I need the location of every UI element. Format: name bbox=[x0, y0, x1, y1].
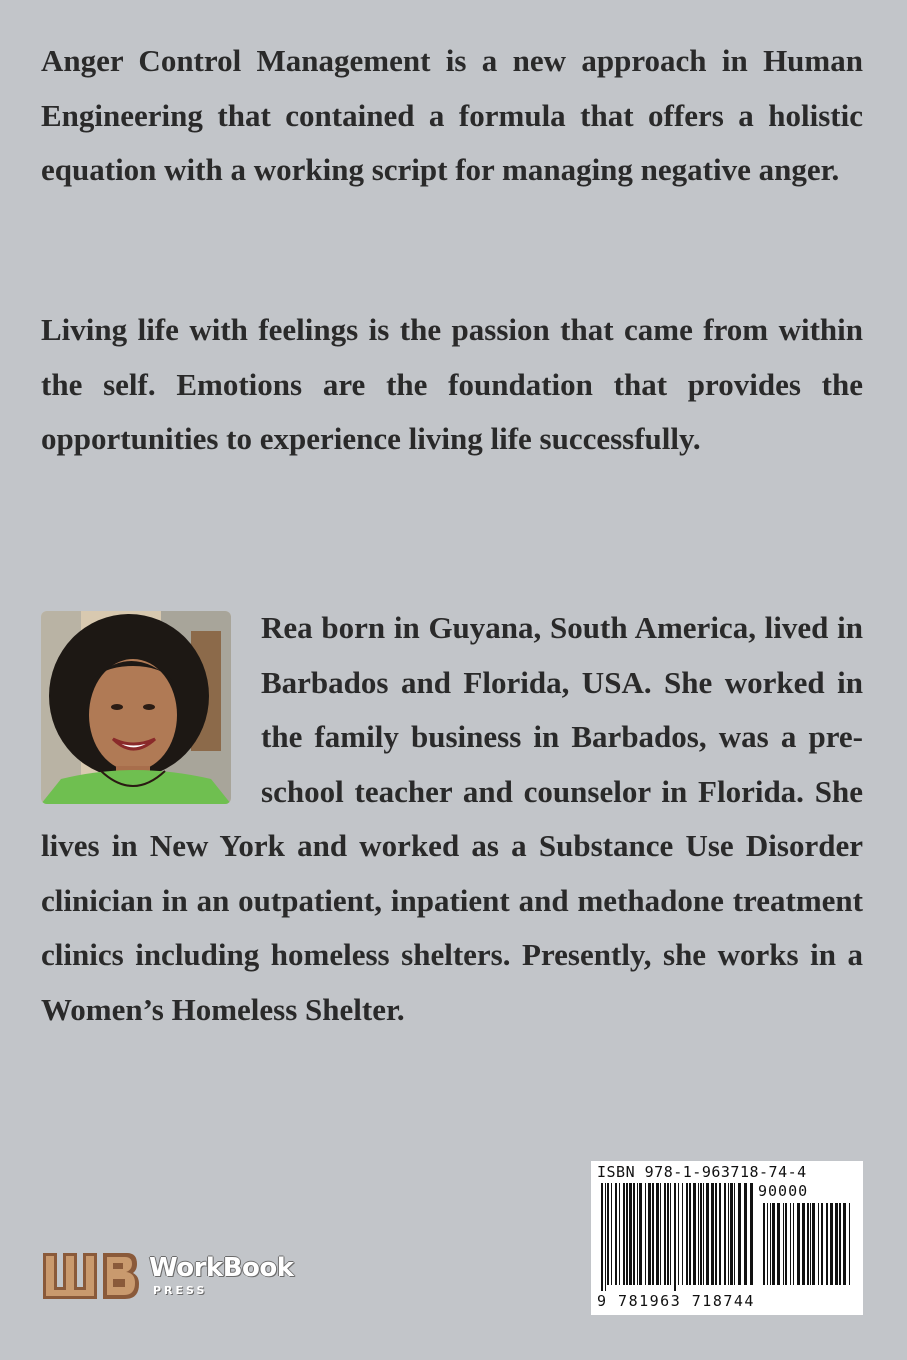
barcode-bar bbox=[807, 1203, 809, 1285]
barcode-bar bbox=[783, 1203, 784, 1285]
barcode-bar bbox=[674, 1183, 676, 1291]
barcode-bar bbox=[744, 1183, 747, 1285]
barcode-bar bbox=[810, 1203, 811, 1285]
price-code: 90000 bbox=[758, 1182, 809, 1200]
barcode-bar bbox=[703, 1183, 704, 1285]
barcode-bar bbox=[812, 1203, 815, 1285]
barcode-bar bbox=[629, 1183, 632, 1285]
barcode-bar bbox=[678, 1183, 679, 1285]
barcode-bar bbox=[667, 1183, 669, 1285]
barcode-bar bbox=[693, 1183, 696, 1285]
barcode-bar bbox=[682, 1183, 683, 1285]
addon-barcode-bars bbox=[763, 1203, 853, 1291]
barcode-bar bbox=[763, 1203, 765, 1285]
barcode-bar bbox=[605, 1183, 606, 1291]
barcode-bar bbox=[660, 1183, 661, 1285]
barcode-bar bbox=[835, 1203, 838, 1285]
author-bio-text: Rea born in Guyana, South America, lived in Barbados and Florida, USA. She worked in the family business in Barbados, was a pre-school teacher and counselor in Florida. She lives in New York and worked as a Substance Use Disorder clinician in an outpatient, inpatient and methadone treatment clinics including homeless shelters. Presently, she works in a Women’s Homeless Shelter. bbox=[41, 610, 863, 1027]
barcode-bar bbox=[724, 1183, 726, 1285]
barcode-bar bbox=[648, 1183, 651, 1285]
isbn-label: ISBN 978-1-963718-74-4 bbox=[597, 1163, 807, 1181]
barcode-bar bbox=[615, 1183, 617, 1285]
barcode-bar bbox=[770, 1203, 771, 1285]
barcode-bar bbox=[601, 1183, 603, 1291]
author-photo bbox=[41, 611, 231, 804]
blurb-paragraph-2: Living life with feelings is the passion that came from within the self. Emotions are the foundation that provides the opportunities to experience living life successfully. bbox=[41, 312, 863, 456]
barcode-bar bbox=[839, 1203, 841, 1285]
barcode-bar bbox=[656, 1183, 659, 1285]
barcode-bar bbox=[728, 1183, 729, 1285]
barcode-bar bbox=[843, 1203, 846, 1285]
barcode-bar bbox=[698, 1183, 699, 1285]
publisher-logo bbox=[41, 1247, 331, 1305]
barcode-bar bbox=[790, 1203, 791, 1285]
barcode-bar bbox=[664, 1183, 666, 1285]
barcode-bar bbox=[706, 1183, 709, 1285]
barcode-bar bbox=[626, 1183, 628, 1285]
barcode-bar bbox=[645, 1183, 646, 1285]
barcode-bar bbox=[821, 1203, 823, 1285]
barcode-bar bbox=[750, 1183, 753, 1285]
publisher-sub: PRESS bbox=[153, 1284, 208, 1297]
barcode-bar bbox=[738, 1183, 741, 1285]
barcode-bar bbox=[637, 1183, 638, 1285]
barcode-bar bbox=[826, 1203, 828, 1285]
barcode-bar bbox=[611, 1183, 612, 1285]
barcode-bar bbox=[652, 1183, 654, 1285]
author-bio bbox=[41, 601, 863, 1037]
barcode-bar bbox=[849, 1203, 850, 1285]
barcode-bar bbox=[785, 1203, 787, 1285]
barcode-bar bbox=[700, 1183, 702, 1285]
barcode-bar bbox=[711, 1183, 714, 1285]
barcode-bars bbox=[601, 1183, 757, 1291]
barcode-bar bbox=[734, 1183, 735, 1285]
barcode-bar bbox=[715, 1183, 717, 1285]
workbook-logo-icon bbox=[41, 1249, 139, 1301]
blurb-paragraph-1: Anger Control Management is a new approach in Human Engineering that contained a formula that offers a holistic equation with a working script for managing negative anger. bbox=[41, 43, 863, 187]
publisher-name: WorkBook bbox=[149, 1253, 294, 1283]
barcode-bar bbox=[830, 1203, 833, 1285]
barcode-bar bbox=[730, 1183, 733, 1285]
barcode-bar bbox=[797, 1203, 800, 1285]
barcode-bar bbox=[802, 1203, 805, 1285]
barcode-bar bbox=[686, 1183, 688, 1285]
barcode-bar bbox=[719, 1183, 721, 1285]
barcode-bar bbox=[633, 1183, 635, 1285]
barcode-bar bbox=[772, 1203, 775, 1285]
barcode-bar bbox=[639, 1183, 642, 1285]
barcode-bar bbox=[623, 1183, 625, 1285]
barcode-bar bbox=[777, 1203, 780, 1285]
barcode-bar bbox=[607, 1183, 609, 1285]
barcode-bar bbox=[689, 1183, 691, 1285]
barcode-bar bbox=[670, 1183, 671, 1285]
barcode-bar bbox=[793, 1203, 794, 1285]
barcode-bar bbox=[619, 1183, 620, 1285]
barcode-bar bbox=[767, 1203, 768, 1285]
barcode-bar bbox=[818, 1203, 819, 1285]
isbn-barcode bbox=[591, 1161, 863, 1315]
isbn-digits: 9 781963 718744 bbox=[597, 1292, 755, 1310]
